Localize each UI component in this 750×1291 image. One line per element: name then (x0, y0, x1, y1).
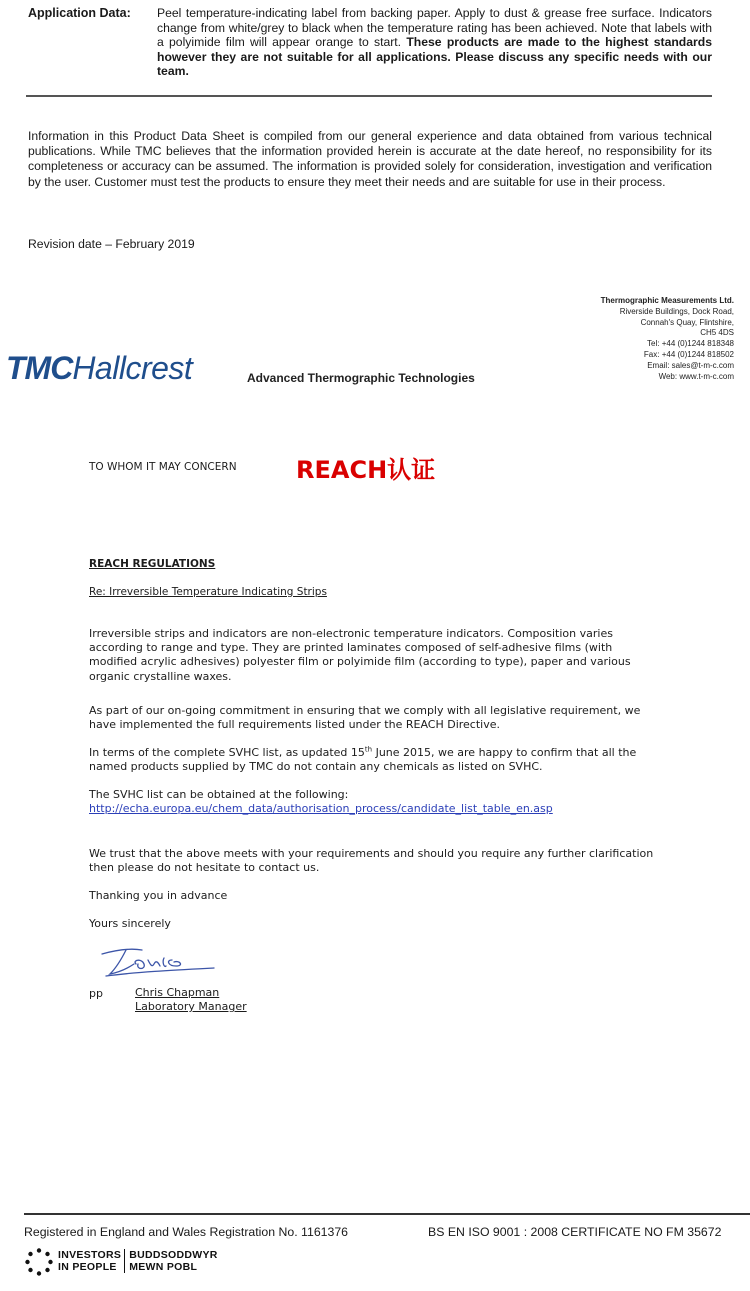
signer-block (135, 986, 247, 1014)
investors-in-people-badge: INVESTORS IN PEOPLE BUDDSODDWYR MEWN POBL (58, 1249, 218, 1273)
letter-heading: REACH REGULATIONS (89, 558, 216, 570)
paragraph-closing: We trust that the above meets with your requirements and should you require any further clarification then please do not hesitate to contact us. (89, 847, 654, 875)
address-line: CH5 4DS (700, 328, 734, 338)
logo-hallcrest: Hallcrest (72, 350, 193, 386)
salutation: TO WHOM IT MAY CONCERN (89, 461, 237, 473)
fax: Fax: +44 (0)1244 818502 (643, 349, 734, 359)
thanks-line: Thanking you in advance (89, 889, 228, 902)
application-instructions: Peel temperature-indicating label from backing paper. Apply to dust & grease free surface. Indicators change from white/grey to black when the temperature rating has been achieved. Note that labels with a polyimide film will appear orange to start. (157, 6, 712, 50)
per-pro-label: pp (89, 987, 103, 1000)
paragraph-commitment: As part of our on-going commitment in ensuring that we comply with all legislative requirement, we have implemented the full requirements listed under the REACH Directive. (89, 704, 641, 732)
closing-line: Yours sincerely (89, 917, 171, 930)
footer-divider (24, 1213, 750, 1215)
application-data-text (157, 6, 712, 79)
signer-title: Laboratory Manager (135, 1000, 247, 1014)
website: Web: www.t-m-c.com (658, 371, 734, 381)
address-line: Riverside Buildings, Dock Road, (619, 306, 734, 316)
paragraph-composition: Irreversible strips and indicators are non-electronic temperature indicators. Composition varies according to range and type. They are printed laminates composed of self-adhesive films (with modified acrylic adhesives) polyester film or polyimide film (according to type), paper and various organic crystalline waxes. (89, 627, 631, 683)
tmc-hallcrest-logo (6, 350, 192, 386)
address-line: Connah's Quay, Flintshire, (640, 317, 734, 327)
revision-date: Revision date – February 2019 (28, 237, 195, 251)
investors-in-people-icon (24, 1247, 54, 1277)
application-data-label: Application Data: (28, 6, 131, 20)
section-divider (26, 95, 712, 97)
email: Email: sales@t-m-c.com (647, 360, 734, 370)
paragraph-svhc-confirmation: In terms of the complete SVHC list, as updated 15th June 2015, we are happy to confirm that all the named products supplied by TMC do not contain any chemicals as listed on SVHC. (89, 745, 637, 774)
application-warning: These products are made to the highest standards however they are not suitable for all applications. Please discuss any specific needs with our team. (157, 35, 712, 79)
company-registration: Registered in England and Wales Registration No. 1161376 (24, 1225, 349, 1239)
handwritten-signature (96, 938, 226, 982)
company-tagline: Advanced Thermographic Technologies (247, 371, 475, 385)
signer-name: Chris Chapman (135, 986, 220, 999)
svhc-list-link[interactable]: http://echa.europa.eu/chem_data/authorisation_process/candidate_list_table_en.asp (89, 802, 553, 816)
paragraph-svhc-link: The SVHC list can be obtained at the following: http://echa.europa.eu/chem_data/authorisation_process/candidate_list_table_en.asp (89, 788, 553, 816)
logo-tmc: TMC (6, 350, 73, 386)
iso-certificate: BS EN ISO 9001 : 2008 CERTIFICATE NO FM 35672 (428, 1225, 722, 1239)
company-name: Thermographic Measurements Ltd. (600, 296, 734, 305)
company-address-block (534, 296, 734, 382)
subject-line: Re: Irreversible Temperature Indicating Strips (89, 586, 327, 598)
telephone: Tel: +44 (0)1244 818348 (647, 339, 734, 349)
disclaimer-paragraph: Information in this Product Data Sheet is compiled from our general experience and data obtained from various technical publications. While TMC believes that the information provided herein is accurate at the date hereof, no responsibility for its completeness or accuracy can be assumed. The information is provided solely for consideration, investigation and verification by the user. Customer must test the products to ensure they meet their needs and are suitable for use in their process. (28, 129, 712, 189)
reach-certification-title: REACH认证 (296, 456, 436, 484)
